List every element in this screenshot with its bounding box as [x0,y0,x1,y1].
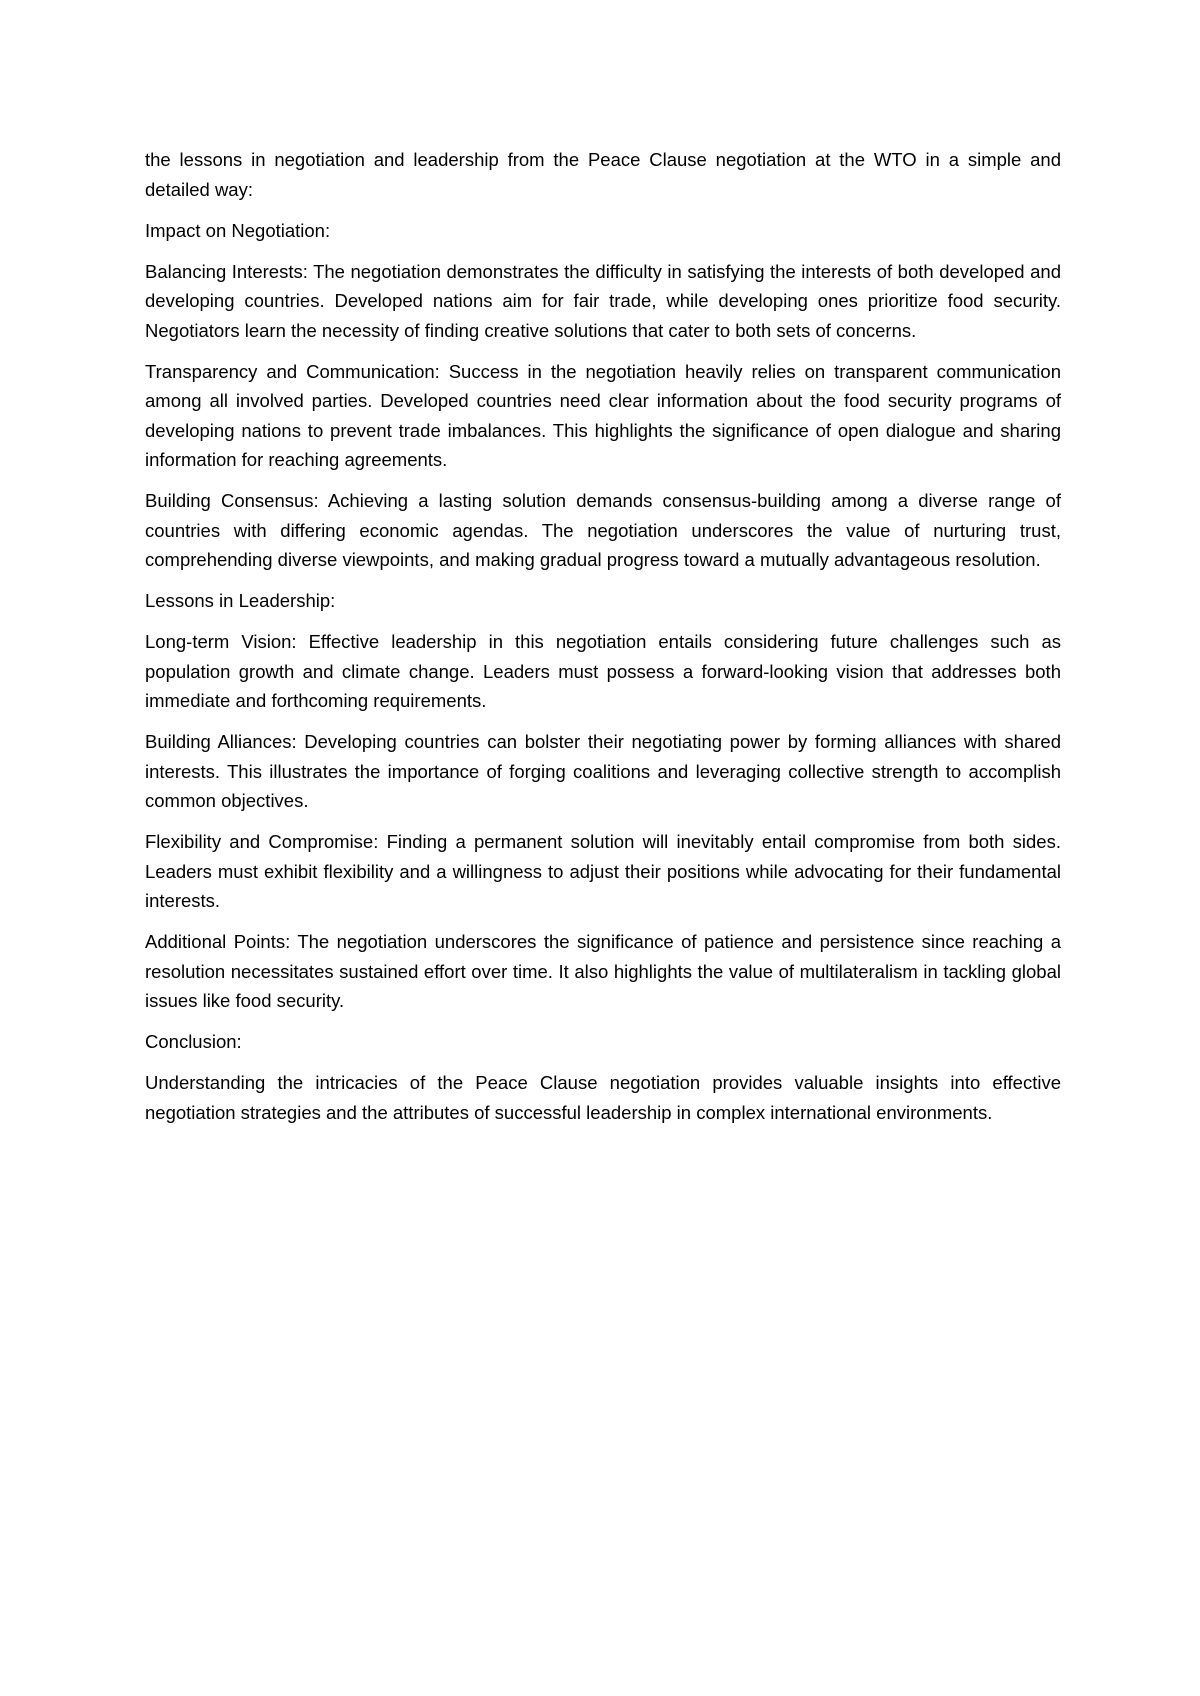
flexibility-paragraph: Flexibility and Compromise: Finding a permanent solution will inevitably entail compromise from both sides. Leaders must exhibit flexibility and a willingness to adjust their positions while advocating for their fundamental interests. [145,831,1061,911]
conclusion-paragraph: Understanding the intricacies of the Peace Clause negotiation provides valuable insights into effective negotiation strategies and the attributes of successful leadership in complex international environments. [145,1072,1061,1123]
building-alliances-paragraph: Building Alliances: Developing countries can bolster their negotiating power by forming alliances with shared interests. This illustrates the importance of forging coalitions and leveraging collective strength to accomplish common objectives. [145,731,1061,811]
additional-points-paragraph: Additional Points: The negotiation underscores the significance of patience and persistence since reaching a resolution necessitates sustained effort over time. It also highlights the value of multilateralism in tackling global issues like food security. [145,931,1061,1011]
balancing-interests-paragraph: Balancing Interests: The negotiation demonstrates the difficulty in satisfying the interests of both developed and developing countries. Developed nations aim for fair trade, while developing ones prioritize food security. Negotiators learn the necessity of finding creative solutions that cater to both sets of concerns. [145,260,1061,341]
building-consensus-paragraph: Building Consensus: Achieving a lasting solution demands consensus-building among a diverse range of countries with differing economic agendas. The negotiation underscores the value of nurturing trust, comprehending diverse viewpoints, and making gradual progress toward a mutually advantageous resolution. [145,490,1061,570]
transparency-paragraph: Transparency and Communication: Success in the negotiation heavily relies on transparent communication among all involved parties. Developed countries need clear information about the food security programs of developing nations to prevent trade imbalances. This highlights the significance of open dialogue and sharing information for reaching agreements. [145,360,1061,470]
long-term-vision-paragraph: Long-term Vision: Effective leadership in this negotiation entails considering future challenges such as population growth and climate change. Leaders must possess a forward-looking vision that addresses both immediate and forthcoming requirements. [145,631,1061,711]
intro-paragraph: the lessons in negotiation and leadership from the Peace Clause negotiation at the WTO in a simple and detailed way: [145,149,1061,200]
conclusion-heading: Conclusion: [145,1031,242,1052]
document-body [145,145,1061,1139]
leadership-heading: Lessons in Leadership: [145,590,336,611]
impact-heading: Impact on Negotiation: [145,219,331,241]
